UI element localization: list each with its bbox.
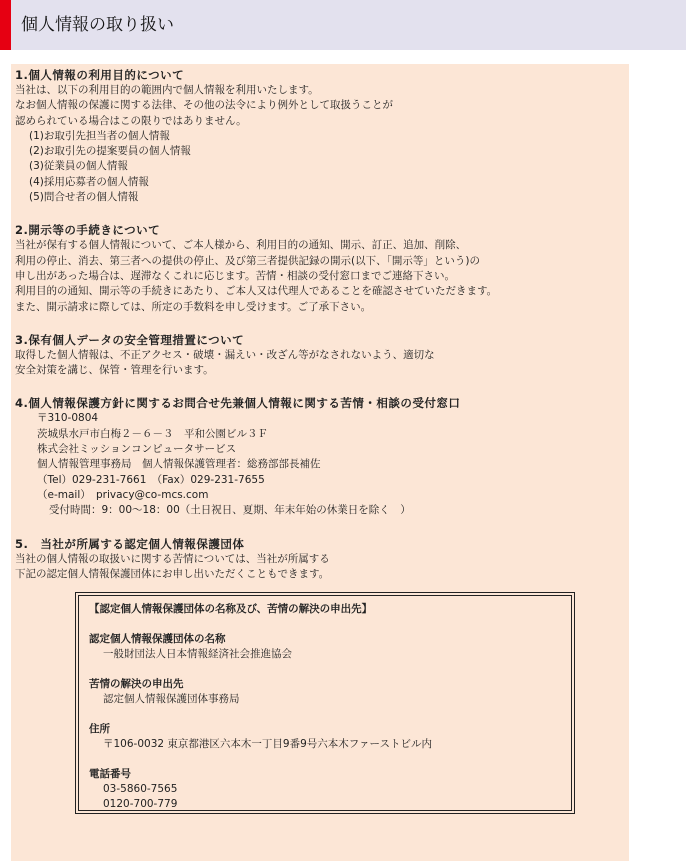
purpose-list-item: (5)問合せ者の個人情報 (29, 191, 139, 204)
contact-address: 茨城県水戸市白梅２－６－３ 平和公園ビル３Ｆ (37, 427, 268, 440)
section-2-text: 利用の停止、消去、第三者への提供の停止、及び第三者提供記録の開示(以下、「開示等」という)の (15, 254, 480, 267)
section-3-text: 安全対策を講じ、保管・管理を行います。 (15, 364, 214, 377)
purpose-list-item: (3)従業員の個人情報 (29, 160, 128, 173)
section-1-text: 認められている場合はこの限りではありません。 (15, 114, 247, 127)
section-3-text: 取得した個人情報は、不正アクセス・破壊・漏えい・改ざん等がなされないよう、適切な (15, 348, 435, 361)
contact-phone: （Tel）029-231-7661 （Fax）029-231-7655 (37, 473, 265, 486)
complaint-label: 苦情の解決の申出先 (89, 678, 184, 690)
phone-value: 0120-700-779 (103, 798, 178, 810)
section-2-text: 申し出があった場合は、遅滞なくこれに応じます。苦情・相談の受付窓口までご連絡下さい。 (15, 269, 456, 282)
box-heading: 【認定個人情報保護団体の名称及び、苦情の解決の申出先】 (89, 603, 373, 615)
contact-office: 個人情報管理事務局 個人情報保護管理者：総務部部長補佐 (37, 458, 321, 471)
contact-hours: 受付時間：9：00～18：00（土日祝日、夏期、年末年始の休業日を除く ） (49, 504, 411, 517)
address-value: 〒106-0032 東京都港区六本木一丁目9番9号六本木ファーストビル内 (103, 738, 433, 750)
page-header (0, 0, 686, 50)
section-5-title: 5. 当社が所属する認定個人情報保護団体 (15, 536, 245, 551)
page-title: 個人情報の取り扱い (21, 15, 174, 35)
section-5-text: 下記の認定個人情報保護団体にお申し出いただくこともできます。 (15, 567, 330, 580)
certified-org-box-inner (78, 595, 572, 811)
phone-label: 電話番号 (89, 768, 131, 780)
section-2-text: 利用目的の通知、開示等の手続きにあたり、ご本人又は代理人であることを確認させていただきます。 (15, 285, 498, 298)
section-3-title: 3.保有個人データの安全管理措置について (15, 332, 245, 347)
section-1-text: なお個人情報の保護に関する法律、その他の法令により例外として取扱うことが (15, 99, 393, 112)
content-panel (11, 64, 629, 861)
phone-value: 03-5860-7565 (103, 783, 178, 795)
section-1-text: 当社は、以下の利用目的の範囲内で個人情報を利用いたします。 (15, 84, 319, 96)
purpose-list-item: (1)お取引先担当者の個人情報 (29, 129, 170, 142)
contact-company: 株式会社ミッションコンピュータサービス (37, 443, 237, 456)
complaint-value: 認定個人情報保護団体事務局 (103, 693, 240, 705)
certified-org-box (75, 592, 575, 814)
purpose-list-item: (2)お取引先の提案要員の個人情報 (29, 145, 191, 158)
section-5-text: 当社の個人情報の取扱いに関する苦情については、当社が所属する (15, 552, 330, 565)
section-2-text: 当社が保有する個人情報について、ご本人様から、利用目的の通知、開示、訂正、追加、削除、 (15, 239, 467, 252)
section-1-title: 1.個人情報の利用目的について (15, 68, 185, 82)
org-label: 認定個人情報保護団体の名称 (89, 633, 226, 645)
address-label: 住所 (89, 723, 110, 735)
section-4-title: 4.個人情報保護方針に関するお問合せ先兼個人情報に関する苦情・相談の受付窓口 (15, 396, 461, 411)
contact-email: （e-mail） privacy@co-mcs.com (37, 488, 209, 501)
contact-postal: 〒310-0804 (37, 412, 99, 425)
org-value: 一般財団法人日本情報経済社会推進協会 (103, 648, 292, 660)
section-2-title: 2.開示等の手続きについて (15, 223, 161, 238)
purpose-list-item: (4)採用応募者の個人情報 (29, 175, 149, 188)
section-2-text: また、開示請求に際しては、所定の手数料を申し受けます。ご了承下さい。 (15, 300, 372, 313)
